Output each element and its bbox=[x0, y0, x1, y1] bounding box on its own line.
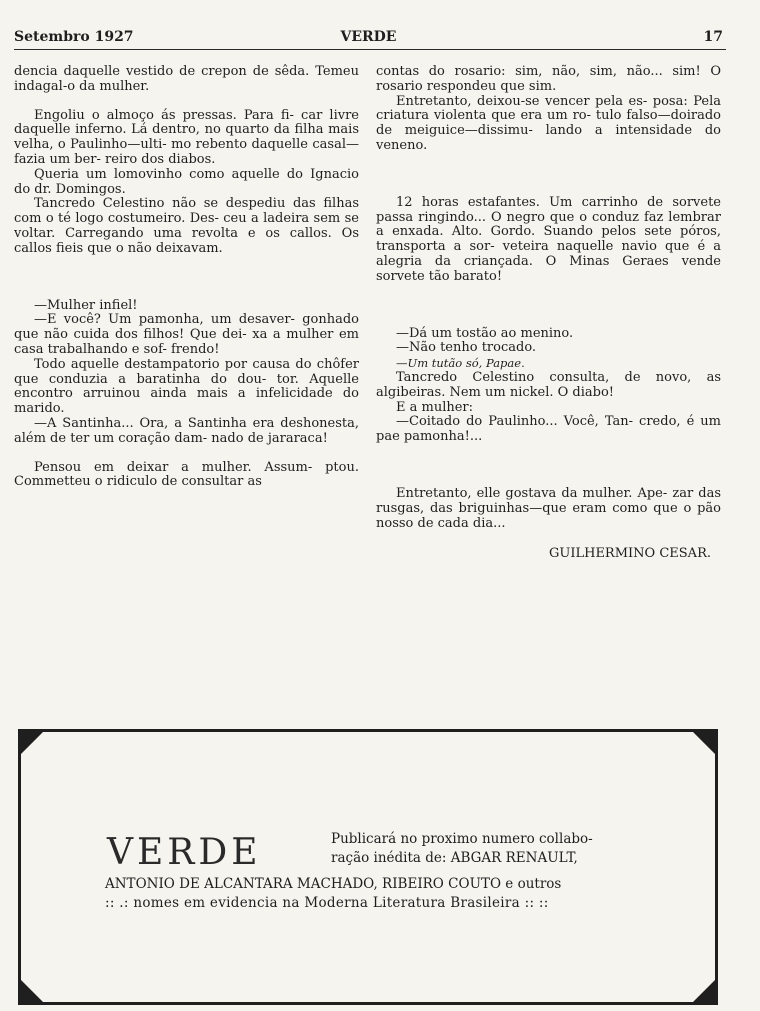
left-column bbox=[14, 65, 359, 490]
dialogue-line: —Um tutão só, Papae. bbox=[396, 356, 525, 371]
dialogue-line: —Dá um tostão ao menino. bbox=[396, 325, 574, 341]
paragraph: 12 horas estafantes. Um carrinho de sorvete passa ringindo... O negro que o conduz faz lembrar a enxada. Alto. Gordo. Suando pelos sete póros, transporta a sor- veteira naquelle navio que é a alegria da criançada. O Minas Geraes vende sorvete tão barato! bbox=[376, 194, 721, 284]
paragraph: Queria um lomovinho como aquelle do Ignacio do dr. Domingos. bbox=[14, 166, 359, 197]
paragraph: contas do rosario: sim, não, sim, não... sim! O rosario respondeu que sim. bbox=[376, 64, 721, 94]
paragraph: Todo aquelle destampatorio por causa do chôfer que conduzia a baratinha do dou- tor. Aquelle encontro arruinou ainda mais a infelicidade do marido. bbox=[14, 356, 359, 417]
corner-ornament bbox=[693, 980, 715, 1002]
corner-ornament bbox=[21, 732, 43, 754]
paragraph: Tancredo Celestino consulta, de novo, as algibeiras. Nem um nickel. O diabo! bbox=[376, 369, 721, 400]
corner-ornament bbox=[21, 980, 43, 1002]
paragraph: dencia daquelle vestido de crepon de sêda. Temeu indagal-o da mulher. bbox=[14, 64, 359, 94]
paragraph: Entretanto, deixou-se vencer pela es- posa: Pela criatura violenta que era um ro- tulo falso—doirado de meiguice—dissimu- lando a intensidade do veneno. bbox=[376, 93, 721, 153]
page-header bbox=[14, 29, 723, 49]
advertisement-box bbox=[18, 729, 718, 1005]
paragraph: Entretanto, elle gostava da mulher. Ape- zar das rusgas, das briguinhas—que eram como que o pão nosso de cada dia... bbox=[376, 485, 721, 531]
paragraph: —A Santinha... Ora, a Santinha era deshonesta, além de ter um coração dam- nado de jararaca! bbox=[14, 415, 359, 446]
paragraph: E a mulher: bbox=[396, 399, 474, 415]
corner-ornament bbox=[693, 732, 715, 754]
issue-date: Setembro 1927 bbox=[14, 29, 134, 45]
paragraph: —Mulher infiel! bbox=[34, 297, 138, 313]
right-column bbox=[376, 65, 721, 562]
author-signature: GUILHERMINO CESAR. bbox=[549, 546, 711, 562]
paragraph: Pensou em deixar a mulher. Assum- ptou. Commetteu o ridiculo de consultar as bbox=[14, 459, 359, 490]
advert-text bbox=[331, 830, 661, 868]
advert-line: ANTONIO DE ALCANTARA MACHADO, RIBEIRO COUTO e outros bbox=[105, 876, 562, 892]
page-number: 17 bbox=[703, 29, 723, 45]
paragraph: Engoliu o almoço ás pressas. Para fi- car livre daquelle inferno. Lá dentro, no quarto da filha mais velha, o Paulinho—ulti- mo rebento daquelle casal—fazia um ber- reiro dos diabos. bbox=[14, 107, 359, 167]
advert-line: ração inédita de: ABGAR RENAULT, bbox=[331, 850, 578, 866]
magazine-title: VERDE bbox=[340, 29, 397, 45]
verde-logo: VERDE bbox=[107, 832, 262, 873]
advert-line: :: .: nomes em evidencia na Moderna Literatura Brasileira :: :: bbox=[105, 895, 549, 911]
dialogue-line: —Não tenho trocado. bbox=[396, 340, 537, 356]
paragraph: —E você? Um pamonha, um desaver- gonhado que não cuida dos filhos! Que dei- xa a mulher em casa trabalhando e sof- frendo! bbox=[14, 312, 359, 357]
paragraph: —Coitado do Paulinho... Você, Tan- credo, é um pae pamonha!... bbox=[376, 414, 721, 445]
header-rule bbox=[14, 49, 726, 50]
paragraph: Tancredo Celestino não se despediu das filhas com o té logo costumeiro. Des- ceu a ladeira sem se voltar. Carregando uma revolta e os callos. Os callos fieis que o não deixavam. bbox=[14, 196, 359, 256]
advert-line: Publicará no proximo numero collabo- bbox=[331, 831, 593, 847]
